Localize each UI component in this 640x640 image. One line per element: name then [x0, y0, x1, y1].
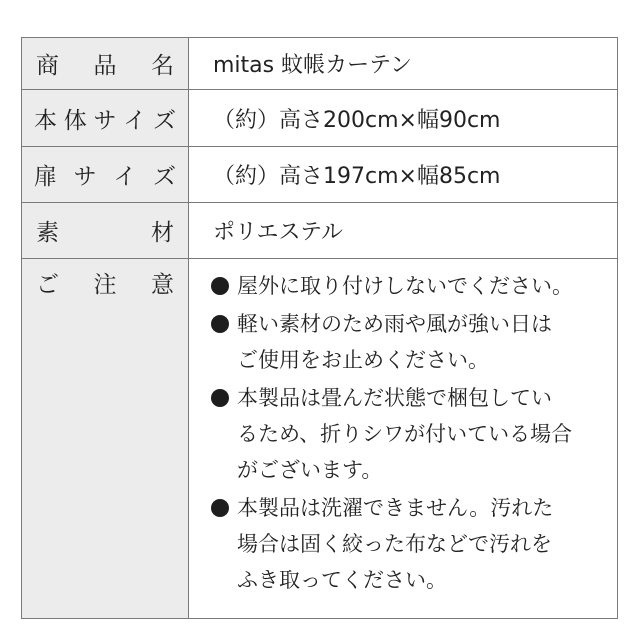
- label-char: 注: [93, 271, 117, 298]
- label-char: 本: [34, 107, 57, 134]
- label-char: 品: [93, 53, 117, 79]
- note-item: [211, 490, 617, 598]
- spec-row-notes: [22, 259, 618, 619]
- label-char: サ: [73, 164, 97, 190]
- label-cell-material: [22, 203, 189, 259]
- note-item: [211, 380, 617, 488]
- value-cell-body-size: [189, 90, 618, 147]
- label-cell-door-size: [22, 147, 189, 203]
- label-char: 名: [151, 53, 174, 79]
- note-line: 軽い素材のため雨や風が強い日は: [237, 312, 552, 336]
- note-line: がございます。: [237, 458, 383, 482]
- label-cell-notes: [22, 259, 189, 619]
- label-char: イ: [113, 164, 137, 190]
- label-notes: [22, 261, 188, 303]
- note-line: 場合は固く絞った布などで汚れを: [237, 532, 552, 556]
- note-line: ふき取ってください。: [237, 568, 447, 592]
- black-circle-bullet-icon: [211, 499, 229, 517]
- note-line: ご使用をお止めください。: [237, 348, 489, 372]
- label-product-name: [22, 38, 188, 89]
- value-cell-door-size: [189, 147, 618, 203]
- label-body-size: [22, 90, 188, 146]
- product-spec-table: [21, 37, 618, 619]
- label-char: ズ: [153, 107, 176, 134]
- body-size-value: （約）高さ200cm×幅90cm: [213, 107, 501, 133]
- value-cell-material: [189, 203, 618, 259]
- spec-row-product-name: [22, 38, 618, 90]
- black-circle-bullet-icon: [211, 389, 229, 407]
- spec-row-door-size: [22, 147, 618, 203]
- label-char: ズ: [152, 164, 176, 190]
- label-char: 扉: [34, 164, 57, 190]
- note-line: 本製品は洗濯できません。汚れた: [237, 496, 554, 520]
- spec-row-body-size: [22, 90, 618, 147]
- black-circle-bullet-icon: [211, 315, 229, 333]
- label-cell-product-name: [22, 38, 189, 90]
- label-char: 意: [151, 271, 174, 298]
- label-char: 材: [151, 220, 174, 246]
- label-cell-body-size: [22, 90, 189, 147]
- note-item: [211, 306, 617, 378]
- label-material: [22, 203, 188, 258]
- label-char: イ: [123, 107, 147, 134]
- product-name-value: mitas 蚊帳カーテン: [213, 53, 413, 78]
- material-value: ポリエステル: [213, 220, 344, 245]
- note-item: [211, 268, 617, 304]
- label-char: ご: [36, 271, 59, 298]
- door-size-value: （約）高さ197cm×幅85cm: [213, 164, 501, 189]
- label-char: 素: [36, 220, 59, 246]
- value-cell-product-name: [189, 38, 618, 90]
- label-char: サ: [93, 107, 117, 134]
- value-cell-notes: [189, 259, 618, 619]
- label-char: 商: [36, 53, 59, 79]
- black-circle-bullet-icon: [211, 277, 229, 295]
- spec-row-material: [22, 203, 618, 259]
- note-line: 本製品は畳んだ状態で梱包してい: [237, 386, 552, 410]
- label-char: 体: [63, 107, 87, 134]
- note-line: 屋外に取り付けしないでください。: [237, 274, 573, 298]
- notes-list: [189, 259, 617, 598]
- label-door-size: [22, 147, 188, 202]
- note-line: るため、折りシワが付いている場合: [237, 422, 573, 446]
